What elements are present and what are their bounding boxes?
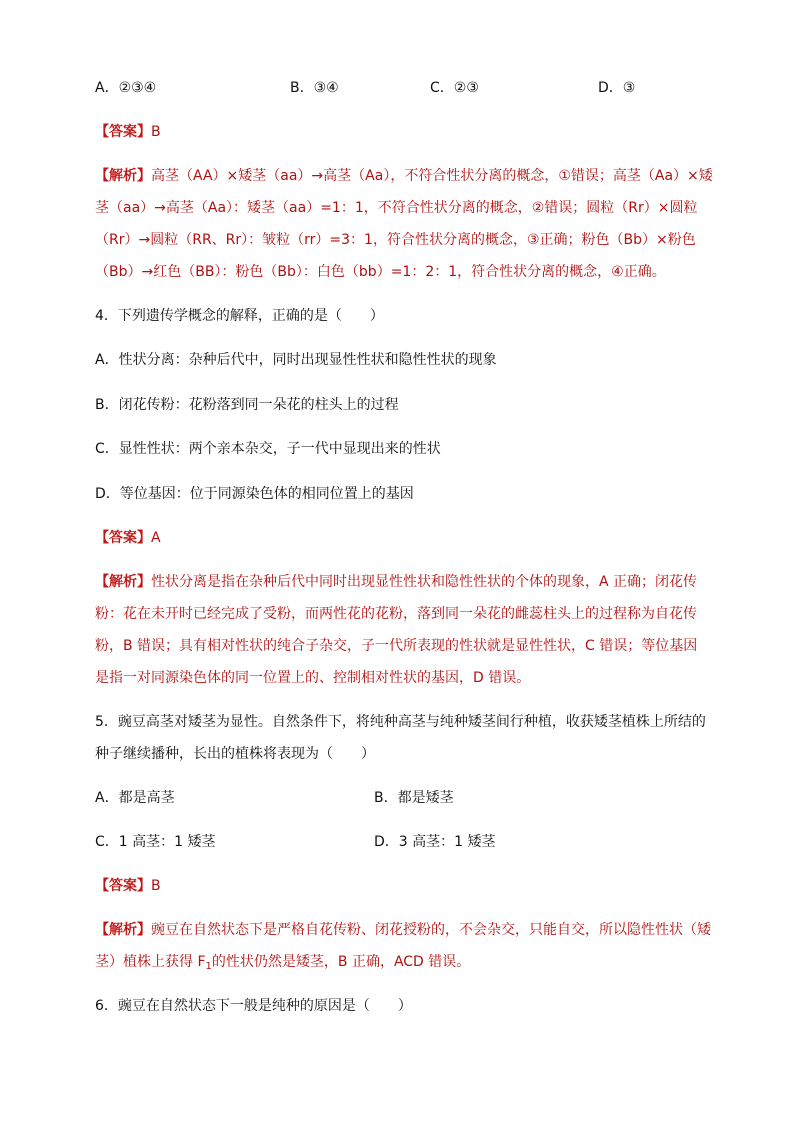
- analysis-text: 性状分离是指在杂种后代中同时出现显性性状和隐性性状的个体的现象，A 正确；闭花传: [151, 574, 698, 590]
- option-c: C．1 高茎：1 矮茎: [95, 834, 216, 850]
- analysis-text: 高茎（AA）×矮茎（aa）→高茎（Aa），不符合性状分离的概念，①错误；高茎（Aa）×矮: [151, 168, 713, 184]
- answer-line: [95, 877, 699, 895]
- answer-value: B: [151, 878, 161, 894]
- analysis-text: 的性状仍然是矮茎，B 正确，ACD 错误。: [211, 954, 471, 970]
- option-b: B．都是矮茎: [374, 790, 454, 806]
- option-c: C．显性性状：两个亲本杂交，子一代中显现出来的性状: [95, 441, 441, 457]
- analysis-line: [95, 953, 699, 976]
- option-b: B．③④: [290, 80, 339, 96]
- answer-value: A: [151, 530, 161, 546]
- option-a: A．都是高茎: [95, 790, 175, 806]
- subscript: 1: [205, 961, 212, 972]
- answer-tag: 【答案】: [95, 878, 151, 894]
- answer-value: B: [151, 124, 161, 140]
- analysis-line: [95, 921, 711, 939]
- option-a: A．②③④: [95, 80, 157, 96]
- answer-tag: 【答案】: [95, 124, 151, 140]
- analysis-text: 茎）植株上获得 F: [95, 954, 206, 970]
- answer-tag: 【答案】: [95, 530, 151, 546]
- question-stem: 4．下列遗传学概念的解释，正确的是（ ）: [95, 308, 384, 324]
- option-b: B．闭花传粉：花粉落到同一朵花的柱头上的过程: [95, 397, 399, 413]
- question-stem: 6．豌豆在自然状态下一般是纯种的原因是（ ）: [95, 998, 412, 1014]
- analysis-line: [95, 167, 713, 185]
- analysis-text: 豌豆在自然状态下是严格自花传粉、闭花授粉的，不会杂交，只能自交，所以隐性性状（矮: [151, 922, 711, 938]
- option-d: D．3 高茎：1 矮茎: [374, 834, 496, 850]
- option-d: D．③: [598, 80, 636, 96]
- answer-line: [95, 529, 699, 547]
- analysis-text: 粉：花在未开时已经完成了受粉，而两性花的花粉，落到同一朵花的雌蕊柱头上的过程称为自花传: [95, 606, 697, 622]
- option-a: A．性状分离：杂种后代中，同时出现显性性状和隐性性状的现象: [95, 352, 497, 368]
- answer-line: [95, 123, 699, 141]
- analysis-tag: 【解析】: [95, 574, 151, 590]
- analysis-text: 茎（aa）→高茎（Aa）：矮茎（aa）=1：1，不符合性状分离的概念，②错误；圆粒（Rr）×圆粒: [95, 200, 698, 216]
- analysis-text: 粉，B 错误；具有相对性状的纯合子杂交，子一代所表现的性状就是显性性状，C 错误；等位基因: [95, 638, 698, 654]
- option-d: D．等位基因：位于同源染色体的相同位置上的基因: [95, 486, 414, 502]
- option-c: C．②③: [430, 80, 479, 96]
- question-stem: 种子继续播种，长出的植株将表现为（ ）: [95, 746, 375, 762]
- question-stem: 5．豌豆高茎对矮茎为显性。自然条件下，将纯种高茎与纯种矮茎间行种植，收获矮茎植株上所结的: [95, 714, 706, 730]
- analysis-text: （Rr）→圆粒（RR、Rr）：皱粒（rr）=3：1，符合性状分离的概念，③正确；粉色（Bb）×粉色: [95, 232, 696, 248]
- analysis-tag: 【解析】: [95, 922, 151, 938]
- analysis-line: [95, 573, 699, 591]
- analysis-tag: 【解析】: [95, 168, 151, 184]
- analysis-text: （Bb）→红色（BB）：粉色（Bb）：白色（bb）=1：2：1，符合性状分离的概念，④正确。: [95, 264, 666, 280]
- analysis-text: 是指一对同源染色体的同一位置上的、控制相对性状的基因，D 错误。: [95, 670, 531, 686]
